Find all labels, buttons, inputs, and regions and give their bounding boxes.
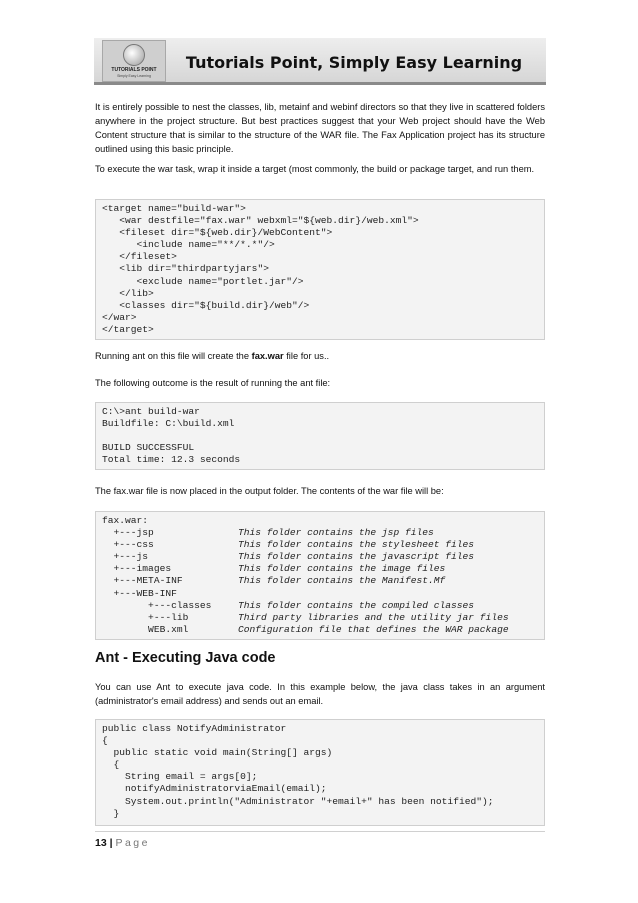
tree-description: This folder contains the compiled classes xyxy=(238,599,475,611)
page-header xyxy=(94,38,546,85)
code-line: notifyAdministratorviaEmail(email); xyxy=(102,783,327,795)
code-line: public class NotifyAdministrator xyxy=(102,723,287,734)
code-line: String email = args[0]; xyxy=(102,771,258,783)
code-block-target xyxy=(95,199,545,340)
logo-text: TUTORIALS POINT xyxy=(111,67,157,73)
footer-divider xyxy=(95,831,545,832)
tree-row xyxy=(102,551,538,563)
paragraph-war-task xyxy=(95,162,545,176)
tree-row xyxy=(102,588,538,600)
page-footer xyxy=(95,837,150,849)
code-line: <target name="build-war"> xyxy=(102,203,246,214)
code-line: <include name="**/*.*"/> xyxy=(102,239,275,251)
code-line: Buildfile: C:\build.xml xyxy=(102,418,235,430)
code-line: { xyxy=(102,759,120,771)
tree-row xyxy=(102,563,538,575)
paragraph-outcome xyxy=(95,376,545,390)
tree-path: +---js xyxy=(102,551,149,563)
paragraph-text: It is entirely possible to nest the classes, lib, metainf and webinf directors so that they live in scattered folders anywhere in the project structure. But best practices suggest that your Web project should have the Web Content structure that is similar to the structure of the WAR file. The Fax Application project has its structure outlined using this basic principle. xyxy=(95,102,545,154)
paragraph-text: The fax.war file is now placed in the output folder. The contents of the war file will be: xyxy=(95,486,444,496)
paragraph-running-ant xyxy=(95,349,545,363)
logo-subtext: Simply Easy Learning xyxy=(117,74,151,78)
code-line: BUILD SUCCESSFUL xyxy=(102,442,195,454)
code-line: public static void main(String[] args) xyxy=(102,747,333,759)
tree-row xyxy=(102,539,538,551)
paragraph-text xyxy=(95,349,545,363)
paragraph-java xyxy=(95,680,545,708)
code-line xyxy=(102,430,538,442)
code-line: <fileset dir="${web.dir}/WebContent"> xyxy=(102,227,333,239)
code-block-tree xyxy=(95,511,545,640)
globe-icon xyxy=(123,44,145,66)
tree-path: +---lib xyxy=(102,611,189,623)
paragraph-text: To execute the war task, wrap it inside a target (most commonly, the build or package target, and run them. xyxy=(95,164,535,174)
paragraph-war-contents xyxy=(95,484,545,498)
code-line: </fileset> xyxy=(102,251,177,263)
tree-row xyxy=(102,515,538,527)
text-span: Running ant on this file will create the xyxy=(95,351,252,361)
tree-description: This folder contains the stylesheet files xyxy=(238,539,475,551)
tree-path: +---WEB-INF xyxy=(102,587,177,599)
header-title: Tutorials Point, Simply Easy Learning xyxy=(185,53,523,72)
filename-bold: fax.war xyxy=(251,351,284,361)
code-line: { xyxy=(102,735,108,747)
tree-description: Third party libraries and the utility jar files xyxy=(238,611,509,623)
tree-row xyxy=(102,624,538,636)
footer-separator: | xyxy=(106,837,116,849)
tree-path: +---images xyxy=(102,563,172,575)
tutorials-point-logo xyxy=(102,40,166,82)
paragraph-text: You can use Ant to execute java code. In this example below, the java class takes in an argument (administrator's email address) and sends out an email. xyxy=(95,682,545,706)
tree-path: +---META-INF xyxy=(102,575,183,587)
code-line: </target> xyxy=(102,323,154,335)
page-label: Page xyxy=(115,837,150,849)
code-line: </war> xyxy=(102,311,137,323)
tree-path: +---classes xyxy=(102,599,212,611)
tree-description: Configuration file that defines the WAR package xyxy=(238,623,509,635)
code-line: <exclude name="portlet.jar"/> xyxy=(102,275,304,287)
code-block-output xyxy=(95,402,545,470)
tree-path: +---jsp xyxy=(102,527,154,539)
tree-path: WEB.xml xyxy=(102,623,189,635)
tree-description: This folder contains the image files xyxy=(238,563,446,575)
text-span: file for us.. xyxy=(283,351,330,361)
code-line: </lib> xyxy=(102,287,154,299)
code-line: <classes dir="${build.dir}/web"/> xyxy=(102,299,310,311)
tree-row xyxy=(102,612,538,624)
tree-row xyxy=(102,575,538,587)
paragraph-text: The following outcome is the result of running the ant file: xyxy=(95,378,331,388)
section-heading: Ant - Executing Java code xyxy=(95,650,276,666)
paragraph-nesting xyxy=(95,100,545,156)
tree-path: +---css xyxy=(102,539,154,551)
code-line: } xyxy=(102,807,120,819)
tree-description: This folder contains the Manifest.Mf xyxy=(238,575,446,587)
code-line: <lib dir="thirdpartyjars"> xyxy=(102,263,269,275)
tree-description: This folder contains the jsp files xyxy=(238,527,434,539)
code-line: <war destfile="fax.war" webxml="${web.dir}/web.xml"> xyxy=(102,215,419,227)
code-line: Total time: 12.3 seconds xyxy=(102,454,241,466)
code-block-java xyxy=(95,719,545,826)
tree-description: This folder contains the javascript files xyxy=(238,551,475,563)
page-number: 13 xyxy=(95,837,107,849)
tree-path: fax.war: xyxy=(102,515,149,526)
tree-row xyxy=(102,600,538,612)
tree-row xyxy=(102,527,538,539)
code-line: System.out.println("Administrator "+email+" has been notified"); xyxy=(102,795,494,807)
code-line: C:\>ant build-war xyxy=(102,406,200,417)
